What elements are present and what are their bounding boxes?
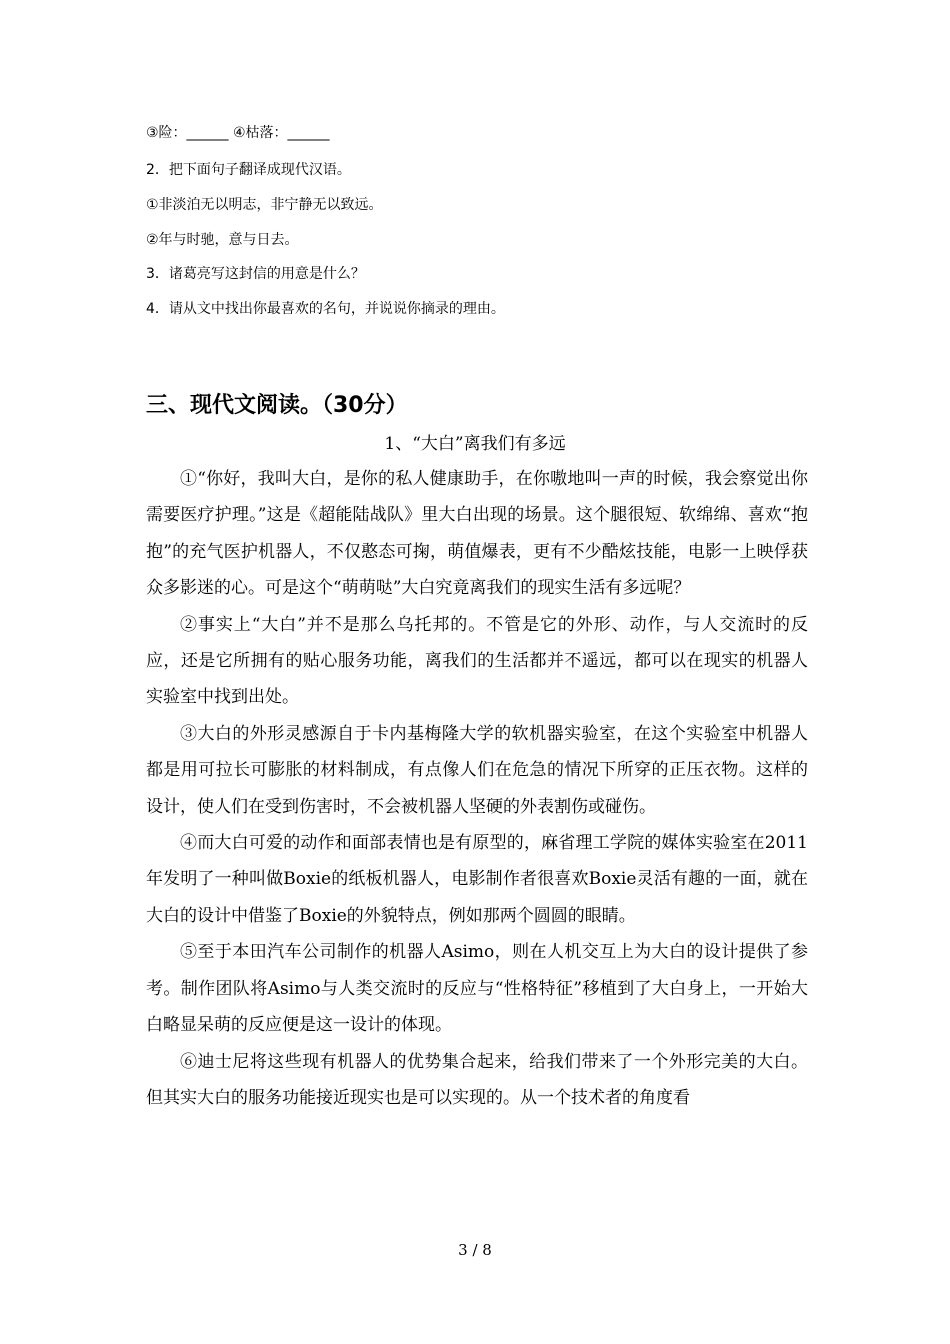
question-2-sentence-2: ②年与时驰，意与日去。 xyxy=(146,232,299,248)
question-1-blanks: ③险：______ ④枯落：______ xyxy=(146,125,330,141)
paragraph-6: ⑥迪士尼将这些现有机器人的优势集合起来，给我们带来了一个外形完美的大白。但其实大白的服务功能接近现实也是可以实现的。从一个技术者的角度看 xyxy=(146,1051,808,1108)
paragraph-5: ⑤至于本田汽车公司制作的机器人Asimo，则在人机交互上为大白的设计提供了参考。制作团队将Asimo与人类交流时的反应与“性格特征”移植到了大白身上，一开始大白略显呆萌的反应便是这一设计的体现。 xyxy=(146,942,808,1036)
paragraph-3: ③大白的外形灵感源自于卡内基梅隆大学的软机器实验室，在这个实验室中机器人都是用可拉长可膨胀的材料制成，有点像人们在危急的情况下所穿的正压衣物。这样的设计，使人们在受到伤害时，不会被机器人坚硬的外表割伤或碰伤。 xyxy=(146,723,808,817)
paragraph-1: ①“你好，我叫大白，是你的私人健康助手，在你嗷地叫一声的时候，我会察觉出你需要医疗护理。”这是《超能陆战队》里大白出现的场景。这个腿很短、软绵绵、喜欢“抱抱”的充气医护机器人，不仅憨态可掬，萌值爆表，更有不少酷炫技能，电影一上映俘获众多影迷的心。可是这个“萌萌哒”大白究竟离我们的现实生活有多远呢？ xyxy=(146,469,808,599)
question-2-sentence-1: ①非淡泊无以明志，非宁静无以致远。 xyxy=(146,197,383,213)
page-number: 3 / 8 xyxy=(458,1241,492,1259)
paragraph-4: ④而大白可爱的动作和面部表情也是有原型的，麻省理工学院的媒体实验室在2011年发明了一种叫做Boxie的纸板机器人，电影制作者很喜欢Boxie灵活有趣的一面，就在大白的设计中借鉴了Boxie的外貌特点，例如那两个圆圆的眼睛。 xyxy=(146,833,808,926)
question-4: 4．请从文中找出你最喜欢的名句，并说说你摘录的理由。 xyxy=(146,301,505,317)
question-3: 3．诸葛亮写这封信的用意是什么？ xyxy=(146,266,365,282)
article-title: 1、“大白”离我们有多远 xyxy=(384,434,566,454)
question-2: 2．把下面句子翻译成现代汉语。 xyxy=(146,162,351,178)
article-body xyxy=(146,461,808,1116)
section-heading: 三、现代文阅读。（30分） xyxy=(146,393,408,418)
paragraph-2: ②事实上“大白”并不是那么乌托邦的。不管是它的外形、动作，与人交流时的反应，还是它所拥有的贴心服务功能，离我们的生活都并不遥远，都可以在现实的机器人实验室中找到出处。 xyxy=(146,614,808,708)
